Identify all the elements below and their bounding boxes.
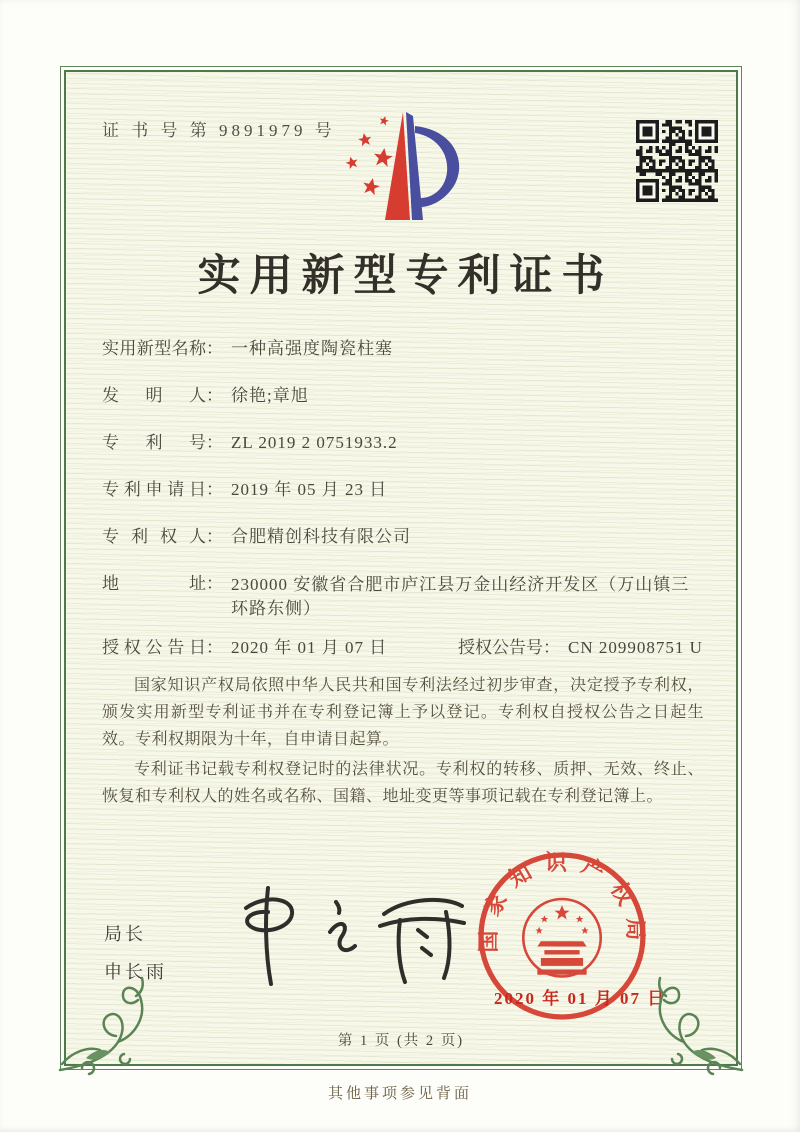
- officer-name: 申长雨: [104, 962, 167, 982]
- field-value: 合肥精创科技有限公司: [231, 527, 411, 546]
- grant-number-value: CN 209908751 U: [568, 638, 703, 657]
- signature-icon: [208, 872, 488, 1000]
- national-emblem-icon: [523, 899, 600, 976]
- certificate-number: 证 书 号 第 9891979 号: [102, 121, 336, 140]
- grant-date-value: 2020 年 01 月 07 日: [231, 638, 388, 657]
- legal-paragraph-1: 国家知识产权局依照中华人民共和国专利法经过初步审查，决定授予专利权，颁发实用新型专利证书并在专利登记簿上予以登记。专利权自授权公告之日起生效。专利权期限为十年，自申请日起算。: [102, 677, 704, 748]
- certificate-frame: [64, 70, 738, 1066]
- field-value: ZL 2019 2 0751933.2: [231, 433, 398, 452]
- field-row-name: 实用新型名称 ： 一种高强度陶瓷柱塞: [102, 339, 393, 358]
- seal-text: 国家知识产权局: [475, 850, 649, 953]
- field-row-patent-number: 专利号 ： ZL 2019 2 0751933.2: [102, 433, 398, 452]
- field-label: 专利号: [102, 433, 206, 452]
- fields-section: [102, 338, 708, 684]
- field-row-address: 地址 ： 230000 安徽省合肥市庐江县万金山经济开发区（万山镇三环路东侧）: [102, 573, 708, 621]
- field-row-inventor: 发明人 ： 徐艳;章旭: [102, 386, 309, 405]
- seal-date: 2020 年 01 月 07 日: [494, 989, 667, 1008]
- field-label: 实用新型名称: [102, 339, 206, 358]
- field-label: 专利权人: [102, 527, 206, 546]
- page-number: 第 1 页 (共 2 页): [337, 1033, 465, 1049]
- flourish-bottom-right-icon: [632, 958, 750, 1076]
- officer-title: 局长: [104, 924, 146, 944]
- field-label: 授权公告日: [102, 638, 206, 657]
- field-label: 地址: [102, 574, 206, 593]
- certificate-title: 实用新型专利证书: [197, 253, 614, 300]
- qr-finder-top-left: [636, 120, 659, 143]
- field-value: 徐艳;章旭: [231, 386, 309, 405]
- legal-paragraph-2: 专利证书记载专利权登记时的法律状况。专利权的转移、质押、无效、终止、恢复和专利权人的姓名或名称、国籍、地址变更等事项记载在专利登记簿上。: [102, 761, 704, 805]
- field-row-filing-date: 专利申请日 ： 2019 年 05 月 23 日: [102, 480, 388, 499]
- legal-text: [102, 672, 704, 813]
- qr-finder-top-right: [695, 120, 718, 143]
- field-row-patentee: 专利权人 ： 合肥精创科技有限公司: [102, 527, 411, 546]
- qr-code: [636, 120, 718, 202]
- field-row-grant: 授权公告日 ： 2020 年 01 月 07 日 授权公告号 ： CN 209908751 U: [102, 638, 703, 657]
- back-note: 其他事项参见背面: [327, 1086, 472, 1102]
- field-value: 230000 安徽省合肥市庐江县万金山经济开发区（万山镇三环路东侧）: [231, 575, 690, 618]
- flourish-bottom-left-icon: [52, 958, 170, 1076]
- qr-finder-bottom-left: [636, 179, 659, 202]
- svg-text:国家知识产权局: [476, 850, 648, 953]
- field-label: 专利申请日: [102, 480, 206, 499]
- field-label: 发明人: [102, 386, 206, 405]
- field-value: 2019 年 05 月 23 日: [231, 480, 388, 499]
- field-label: 授权公告号: [458, 638, 543, 657]
- field-value: 一种高强度陶瓷柱塞: [231, 339, 393, 358]
- cnipa-logo-icon: [332, 106, 472, 228]
